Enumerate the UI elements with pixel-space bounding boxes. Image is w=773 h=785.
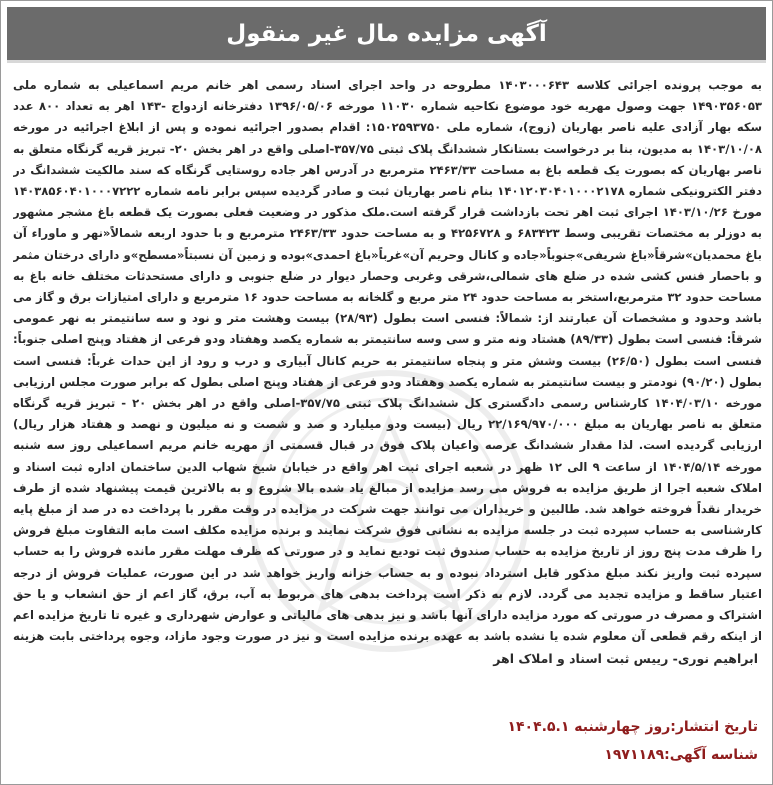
notice-id-label: شناسه آگهی: xyxy=(664,747,758,763)
notice-title: آگهی مزایده مال غیر منقول xyxy=(226,20,547,47)
signature-line: ابراهیم نوری- رییس ثبت اسناد و املاک اهر xyxy=(493,651,758,666)
notice-body-text: به موجب پرونده اجرائی کلاسه ۱۴۰۳۰۰۰۶۴۳ مطروحه در واحد اجرای اسناد رسمی اهر خانم مریم اسماعیلی به شماره ملی ۱۴۹۰۳۵۶۰۵۳ جهت وصول مهریه خود موضوع نکاحیه شماره ۱۱۰۳۰ مورخه ۱۳۹۶/۰۵/۰۶ دفترخانه ازدواج -۱۴۳ اهر به تعداد ۸۰۰ عدد سکه بهار آزادی علیه ناصر بهاریان (زوج)، شماره ملی ۱۵۰۲۵۹۳۷۵۰: اقدام بصدور اجرائیه نموده و پس از ابلاغ اجرائیه در مورخه ۱۴۰۳/۱۰/۰۸ به مدیون، بنا بر درخواست بستانکار ششدانگ پلاک ثبتی ۳۵۷/۷۵-اصلی واقع در اهر بخش ۲۰- تبریز قریه گرنگاه متعلق به ناصر بهاریان که بصورت یک قطعه باغ به مساحت ۲۴۶۳/۳۳ مترمربع در آدرس اهر جاده روستایی گرنگاه که سند مالکیت ششدانگ در دفتر الکترونیکی شماره ۱۴۰۱۲۰۳۰۴۰۱۰۰۰۲۱۷۸ بنام ناصر بهاریان ثبت و صادر گردیده سپس برابر نامه شماره ۱۴۰۳۸۵۶۰۴۰۱۰۰۰۷۲۲۲ مورخ ۱۴۰۳/۱۰/۲۶ اجرای ثبت اهر تحت بازداشت قرار گرفته است.ملک مذکور در وضعیت فعلی بصورت یک قطعه باغ مشجر مشهور به دوزلر به مختصات تقریبی وسط ۶۸۳۴۲۳ و ۴۲۵۶۷۲۸ و به مساحت حدود ۲۴۶۳/۳۳ مترمربع و با حدود اربعه شمالاً«نهر و ماوراء آن باغ محمدیان»شرقاً«باغ شریفی»جنوباً«جاده و کانال وحریم آن»غرباً«باغ احمدی»بوده و زمین آن نسبتاً«مسطح»و دارای درختان مثمر و باحصار فنس کشی شده در ضلع های شمالی،شرقی وغربی وحصار دیوار در ضلع جنوبی و دارای مستحدثات مختلف خانه باغ به مساحت حدود ۳۲ مترمربع،استخر به مساحت حدود ۲۴ متر مربع و گلخانه به مساحت حدود ۱۶ مترمربع و دارای امتیازات برق و گاز می باشد وحدود و مشخصات آن عبارتند از: شمالاً: فنسی است بطول (۲۸/۹۳) بیست وهشت متر و نود و سه سانتیمتر به نهر عمومی شرقاً: فنسی است بطول (۸۹/۳۳) هشتاد ونه متر و سی وسه سانتیمتر به شماره یکصد وهفتاد ودو فرعی از هفتاد وپنج اصلی جنوباً: فنسی است بطول (۲۶/۵۰) بیست وشش متر و پنجاه سانتیمتر به حریم کانال آبیاری و درب و رود از این حدات غرباً: فنسی است بطول (۹۰/۲۰) نودمتر و بیست سانتیمتر به شماره یکصد وهفتاد ودو فرعی از هفتاد وپنج اصلی بطول که برابر صورت مجلس ارزیابی مورخه ۱۴۰۴/۰۳/۱۰ کارشناس رسمی دادگستری کل ششدانگ پلاک ثبتی ۳۵۷/۷۵-اصلی واقع در اهر بخش ۲۰ - تبریز قریه گرنگاه متعلق به ناصر بهاریان به مبلغ ۲۲/۱۶۹/۹۷۰/۰۰۰ ریال (بیست ودو میلیارد و صد و شصت و نه میلیون و نهصد و هفتاد هزار ریال) ارزیابی گردیده است. لذا مقدار ششدانگ عرصه واعیان پلاک فوق در قبال قسمتی از مهریه خانم مریم اسماعیلی روز سه شنبه مورخه ۱۴۰۴/۵/۱۴ از ساعت ۹ الی ۱۲ ظهر در شعبه اجرای ثبت اهر واقع در خیابان شیخ شهاب الدین ساختمان اداره ثبت اسناد و املاک شعبه اجرا از طریق مزایده به فروش می رسد مزایده از مبالغ یاد شده بالا شروع و به بالاترین قیمت پیشنهاد شده از طرف خریدار نقداً فروخته خواهد شد. طالبین و خریداران می توانند جهت شرکت در مزایده در وقت مقرر با پرداخت ده در صد از مبلغ پایه کارشناسی به حساب سپرده ثبت در جلسه مزایده به نشانی فوق شرکت نمایند و برنده مزایده مکلف است مابه التفاوت مبلغ فروش را ظرف مدت پنج روز از تاریخ مزایده به حساب صندوق ثبت تودیع نماید و در صورتی که ظرف مهلت مقرر مانده فروش را به حساب سپرده ثبت واریز نکند مبلغ مذکور قابل استرداد نبوده و به حساب خزانه واریز خواهد شد در این صورت، عملیات فروش از درجه اعتبار ساقط و مزایده تجدید می گردد. لازم به ذکر است پرداخت بدهی های مربوط به آب، برق، گاز اعم از حق انشعاب و یا حق اشتراک و مصرف در صورتی که مورد مزایده دارای آنها باشد و نیز بدهی های مالیاتی و عوارض شهرداری و غیره تا تاریخ مزایده اعم از اینکه رقم قطعی آن معلوم شده یا نشده باشد به عهده برنده مزایده است و نیز در صورت وجود مازاد، وجوه پرداختی بابت هزینه xyxy=(13,78,762,644)
title-bar xyxy=(7,7,766,63)
publish-date-label: تاریخ انتشار: xyxy=(670,719,758,735)
publish-date-line xyxy=(507,719,758,735)
notice-id-line xyxy=(604,747,758,763)
publish-date-value: روز چهارشنبه ۱۴۰۴.۵.۱ xyxy=(507,719,671,735)
notice-id-value: ۱۹۷۱۱۸۹ xyxy=(604,747,665,763)
